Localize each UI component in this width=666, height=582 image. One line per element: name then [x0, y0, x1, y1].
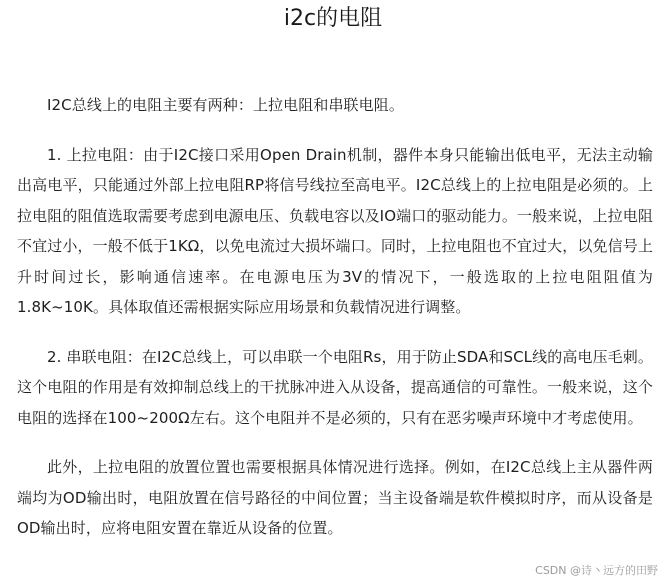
page-title: i2c的电阻 — [283, 6, 383, 31]
paragraph-pullup-resistor: 1. 上拉电阻：由于I2C接口采用Open Drain机制，器件本身只能输出低电平，无法主动输出高电平，只能通过外部上拉电阻RP将信号线拉至高电平。I2C总线上的上拉电阻是必须的。上拉电阻的阻值选取需要考虑到电源电压、负载电容以及IO端口的驱动能力。一般来说，上拉电阻不宜过小，一般不低于1KΩ，以免电流过大损坏端口。同时，上拉电阻也不宜过大，以免信号上升时间过长，影响通信速率。在电源电压为3V的情况下，一般选取的上拉电阻阻值为1.8K~10K。具体取值还需根据实际应用场景和负载情况进行调整。 — [17, 145, 653, 316]
paragraph-intro: I2C总线上的电阻主要有两种：上拉电阻和串联电阻。 — [47, 96, 404, 114]
paragraph-series-resistor: 2. 串联电阻：在I2C总线上，可以串联一个电阻Rs，用于防止SDA和SCL线的高电压毛刺。这个电阻的作用是有效抑制总线上的干扰脉冲进入从设备，提高通信的可靠性。一般来说，这个电阻的选择在100~200Ω左右。这个电阻并不是必须的，只有在恶劣噪声环境中才考虑使用。 — [17, 347, 653, 427]
paragraph-placement: 此外，上拉电阻的放置位置也需要根据具体情况进行选择。例如，在I2C总线上主从器件两端均为OD输出时，电阻放置在信号路径的中间位置；当主设备端是软件模拟时序，而从设备是OD输出时，应将电阻安置在靠近从设备的位置。 — [17, 458, 653, 537]
csdn-watermark: CSDN @诗丶远方的田野 — [535, 564, 658, 577]
article-body — [17, 90, 653, 544]
